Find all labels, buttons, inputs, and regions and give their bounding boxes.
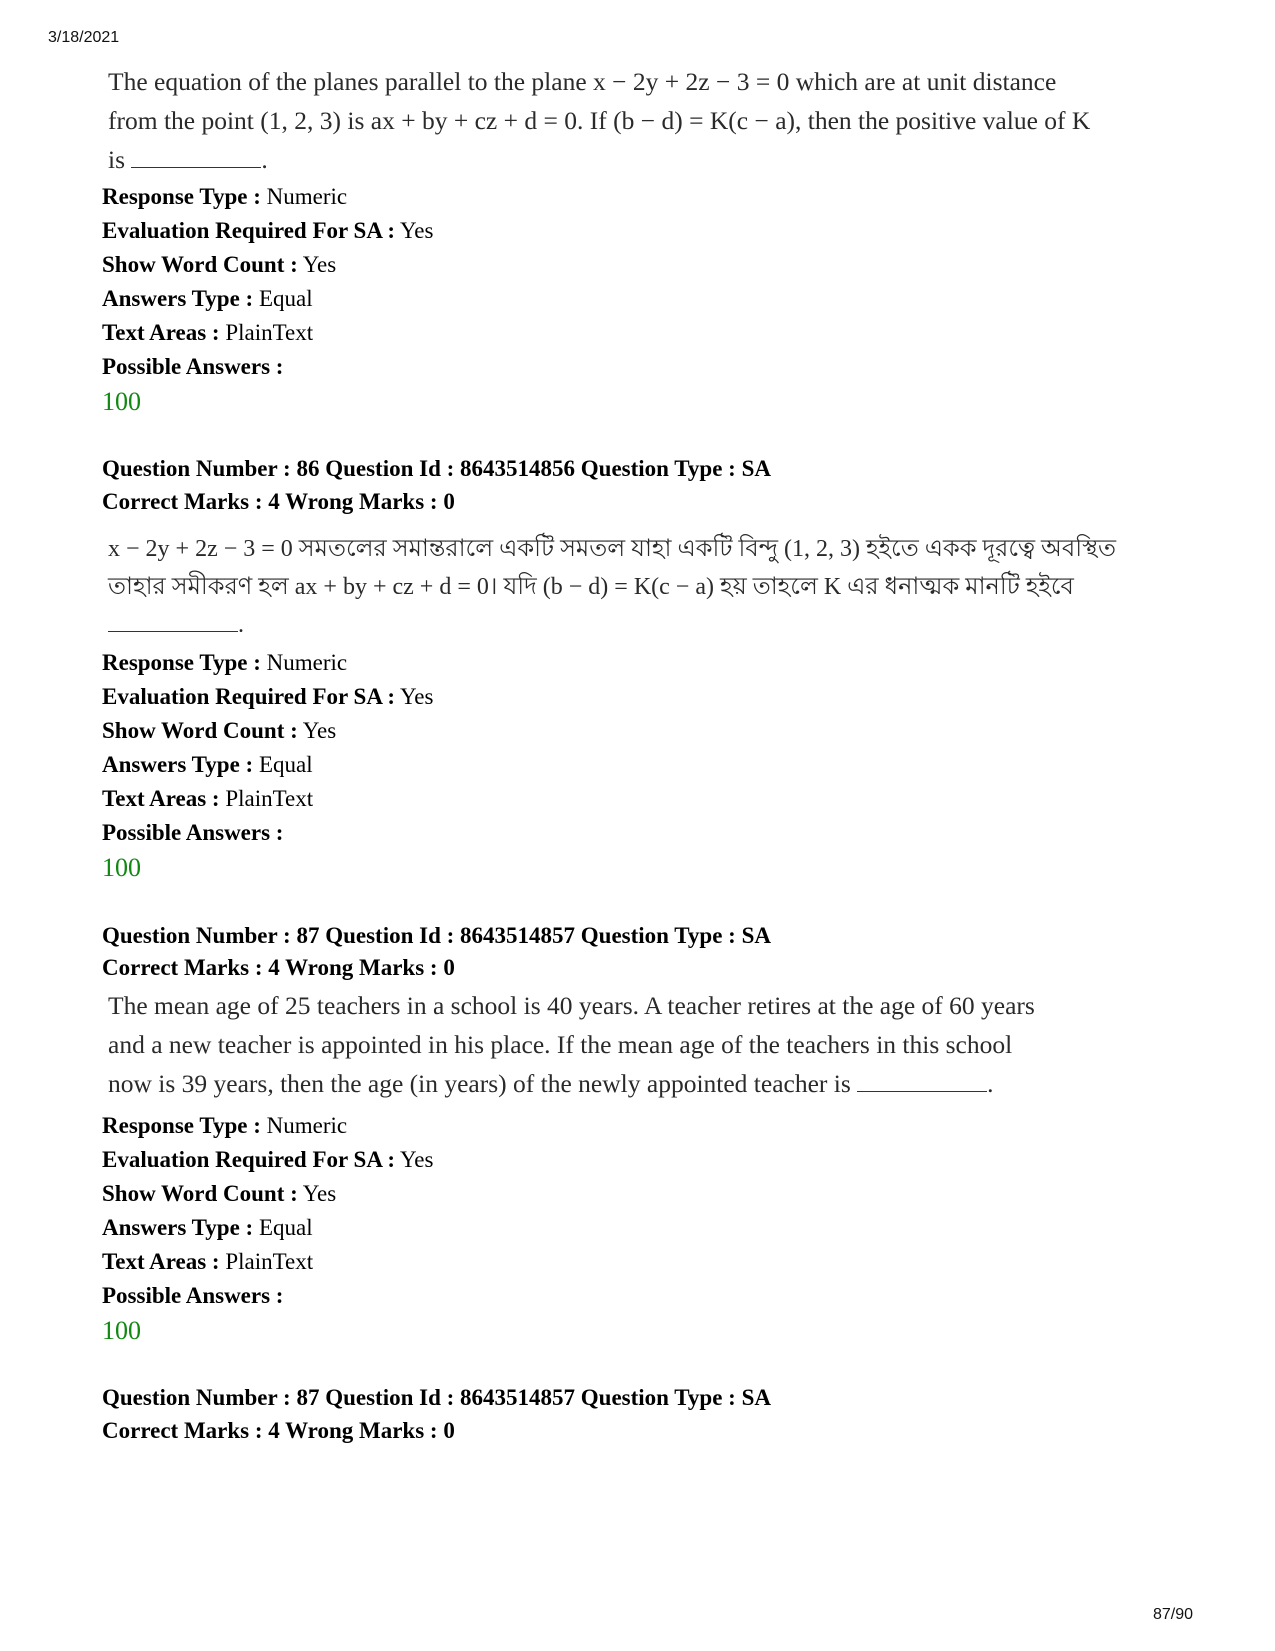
possible-answer-value: 100: [102, 853, 141, 882]
evaluation-required-row: Evaluation Required For SA : Yes: [102, 218, 434, 243]
question-text-line: is .: [108, 145, 268, 174]
possible-answer-value: 100: [102, 1316, 141, 1345]
evaluation-required-row: Evaluation Required For SA : Yes: [102, 684, 434, 709]
question-86-marks: Correct Marks : 4 Wrong Marks : 0: [102, 489, 455, 514]
question-text-line: and a new teacher is appointed in his place. If the mean age of the teachers in this school: [108, 1030, 1013, 1059]
answer-blank: [108, 609, 238, 632]
question-87-marks: Correct Marks : 4 Wrong Marks : 0: [102, 955, 455, 980]
question-text-line: The mean age of 25 teachers in a school is 40 years. A teacher retires at the age of 60 years: [108, 991, 1035, 1020]
possible-answer-value: 100: [102, 387, 141, 416]
question-87-text: [108, 986, 1198, 1103]
answer-blank: [131, 145, 261, 168]
question-text-line: The equation of the planes parallel to the plane x − 2y + 2z − 3 = 0 which are at unit distance: [108, 67, 1057, 96]
question-text-line: from the point (1, 2, 3) is ax + by + cz + d = 0. If (b − d) = K(c − a), then the positive value of K: [108, 106, 1091, 135]
response-type-row: Response Type : Numeric: [102, 1113, 348, 1138]
evaluation-required-row: Evaluation Required For SA : Yes: [102, 1147, 434, 1172]
question-87b-marks: Correct Marks : 4 Wrong Marks : 0: [102, 1418, 455, 1443]
text-areas-row: Text Areas : PlainText: [102, 320, 314, 345]
answers-type-row: Answers Type : Equal: [102, 1215, 313, 1240]
question-text-line: x − 2y + 2z − 3 = 0 সমতলের সমান্তরালে একটি সমতল যাহা একটি বিন্দু (1, 2, 3) হইতে একক দূরত্বে অবস্থিত: [108, 536, 1116, 562]
question-text-line: .: [108, 606, 1198, 644]
question-85-text: [108, 62, 1198, 179]
question-87-header: Question Number : 87 Question Id : 8643514857 Question Type : SA: [102, 923, 771, 948]
question-87b-header: Question Number : 87 Question Id : 8643514857 Question Type : SA: [102, 1385, 771, 1410]
print-date: 3/18/2021: [48, 29, 120, 46]
possible-answers-row: Possible Answers :: [102, 354, 284, 379]
question-87-meta: [102, 1109, 1202, 1349]
question-86-text: [108, 530, 1198, 644]
question-86-meta: [102, 646, 1202, 886]
text-areas-row: Text Areas : PlainText: [102, 1249, 314, 1274]
response-type-row: Response Type : Numeric: [102, 650, 348, 675]
question-85-meta: [102, 180, 1202, 420]
show-word-count-row: Show Word Count : Yes: [102, 1181, 337, 1206]
response-type-row: Response Type : Numeric: [102, 184, 348, 209]
possible-answers-row: Possible Answers :: [102, 1283, 284, 1308]
show-word-count-row: Show Word Count : Yes: [102, 252, 337, 277]
question-text-line: তাহার সমীকরণ হল ax + by + cz + d = 0। যদি (b − d) = K(c − a) হয় তাহলে K এর ধনাত্মক মানটি হইবে: [108, 574, 1074, 600]
question-text-line: now is 39 years, then the age (in years) of the newly appointed teacher is .: [108, 1069, 994, 1098]
show-word-count-row: Show Word Count : Yes: [102, 718, 337, 743]
page-number: 87/90: [1152, 1606, 1193, 1623]
question-86-header: Question Number : 86 Question Id : 8643514856 Question Type : SA: [102, 456, 771, 481]
possible-answers-row: Possible Answers :: [102, 820, 284, 845]
answers-type-row: Answers Type : Equal: [102, 752, 313, 777]
text-areas-row: Text Areas : PlainText: [102, 786, 314, 811]
answers-type-row: Answers Type : Equal: [102, 286, 313, 311]
answer-blank: [857, 1069, 987, 1092]
